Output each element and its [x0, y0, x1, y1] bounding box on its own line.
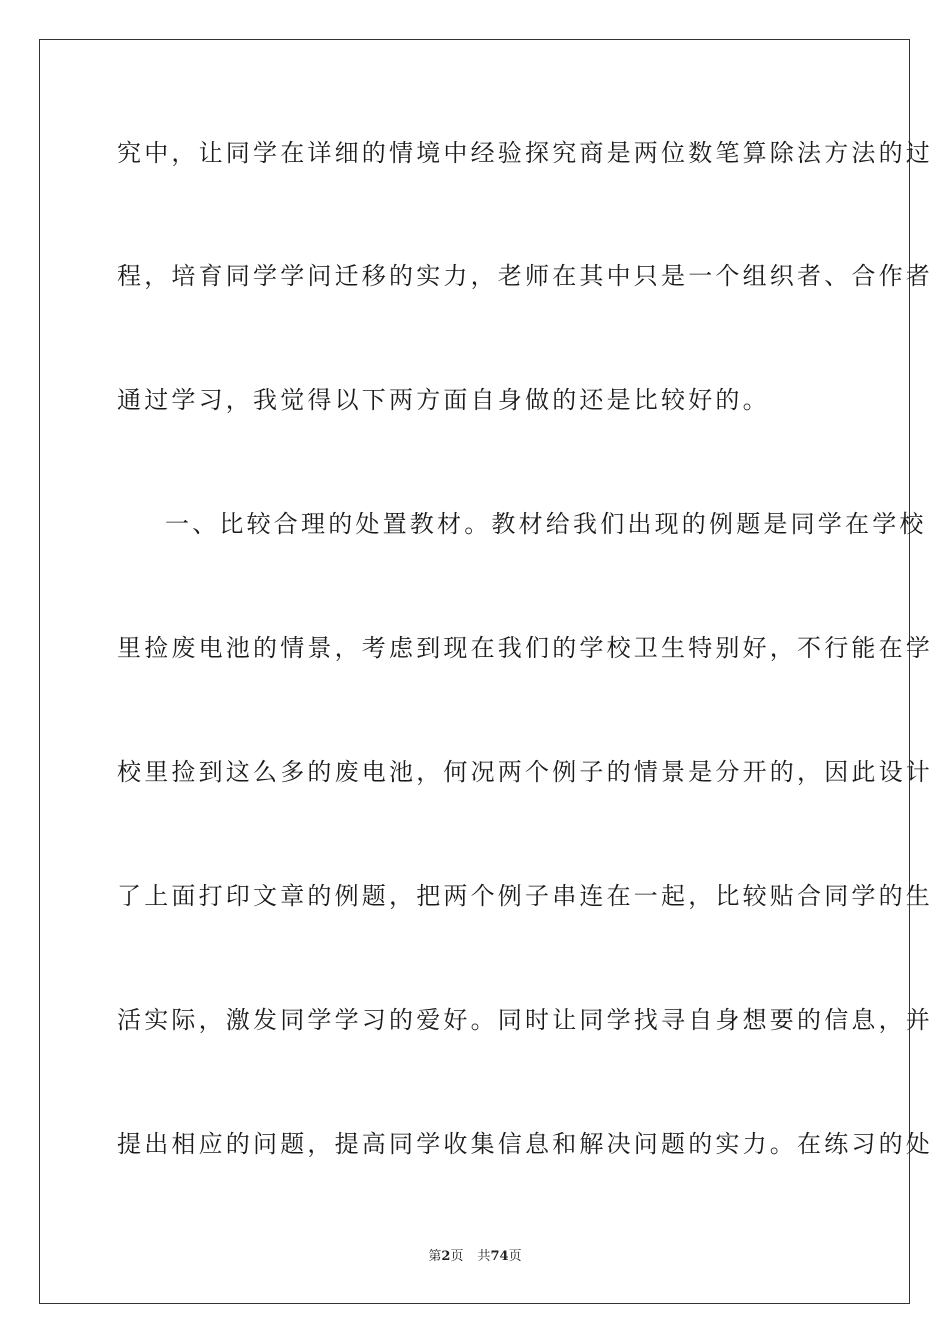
paragraph-line-5: 里捡废电池的情景，考虑到现在我们的学校卫生特别好，不行能在学	[117, 634, 933, 662]
total-suffix: 页	[508, 1249, 522, 1264]
paragraph-line-6: 校里捡到这么多的废电池，何况两个例子的情景是分开的，因此设计	[117, 758, 933, 786]
paragraph-line-1: 究中，让同学在详细的情境中经验探究商是两位数笔算除法方法的过	[117, 139, 933, 167]
page-footer	[0, 1248, 950, 1266]
total-prefix: 共	[477, 1249, 491, 1264]
paragraph-line-3: 通过学习，我觉得以下两方面自身做的还是比较好的。	[117, 386, 770, 414]
paragraph-line-4: 一、比较合理的处置教材。教材给我们出现的例题是同学在学校	[165, 510, 927, 538]
paragraph-line-9: 提出相应的问题，提高同学收集信息和解决问题的实力。在练习的处	[117, 1130, 933, 1158]
page-number: 2	[441, 1249, 451, 1264]
paragraph-line-8: 活实际，激发同学学习的爱好。同时让同学找寻自身想要的信息，并	[117, 1006, 933, 1034]
total-pages: 74	[490, 1249, 509, 1264]
paragraph-line-7: 了上面打印文章的例题，把两个例子串连在一起，比较贴合同学的生	[117, 882, 933, 910]
page-prefix: 第	[428, 1249, 442, 1264]
paragraph-line-2: 程，培育同学学问迁移的实力，老师在其中只是一个组织者、合作者	[117, 262, 933, 290]
page-border	[39, 39, 933, 1304]
page-suffix: 页	[450, 1249, 464, 1264]
